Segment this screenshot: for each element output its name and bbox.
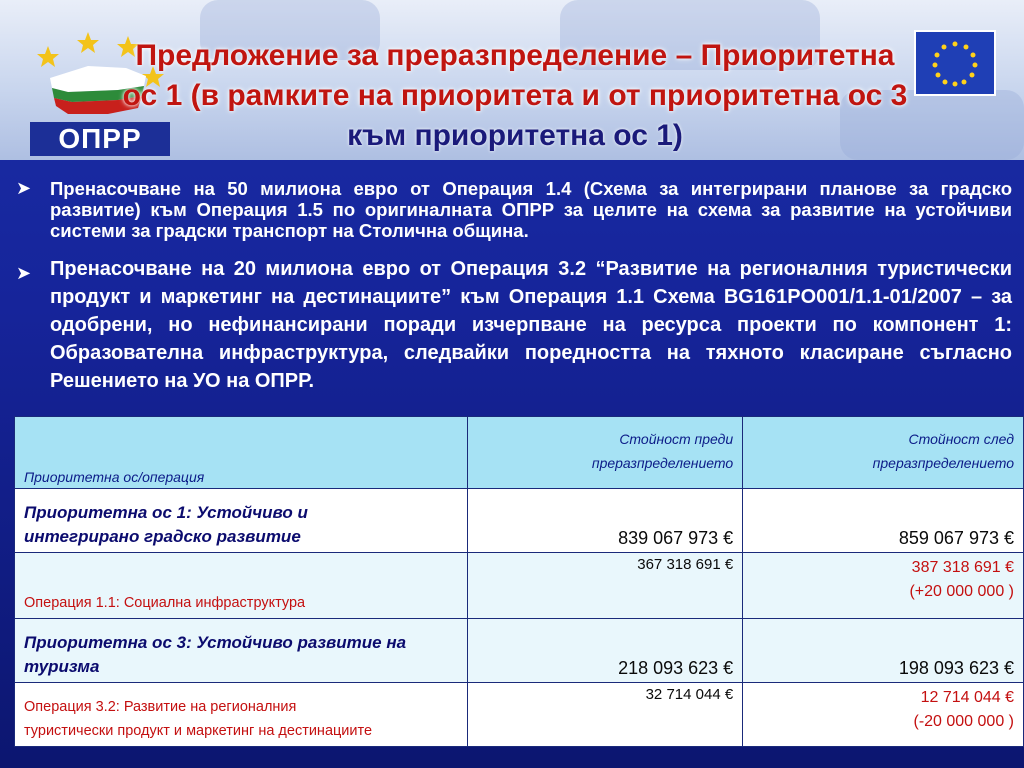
header-text: преразпределението <box>591 455 734 471</box>
bullet-list <box>14 178 1012 395</box>
arrow-bullet-icon: ➤ <box>16 263 32 283</box>
value-after: 387 318 691 € (+20 000 000 ) <box>743 553 1024 619</box>
arrow-bullet-icon: ➤ <box>16 178 32 198</box>
header-cell-axis: Приоритетна ос/операция <box>15 417 468 489</box>
header-text: Стойност преди <box>619 431 734 447</box>
value-after: 12 714 044 € (-20 000 000 ) <box>743 683 1024 747</box>
table-row <box>15 619 1024 683</box>
header-text: преразпределението <box>872 455 1014 471</box>
table-row <box>15 489 1024 553</box>
value-before: 218 093 623 € <box>468 619 743 683</box>
bullet-text: Пренасочване на 20 милиона евро от Операция 3.2 “Развитие на регионалния туристически продукт и маркетинг на дестинациите” към Операция 1.1 Схема BG161PO001/1.1-01/2007 – за одобрени, но нефинансирани поради изчерпване на ресурса проекти по компонент 1: Образователна инфраструктура, следвайки поредността на тяхното класиране съгласно Решението на УО на ОПРР. <box>50 258 1012 392</box>
header-cell-before <box>468 417 743 489</box>
title-line: ос 1 (в рамките на приоритета и от приоритетна ос 3 <box>122 79 908 112</box>
value-before: 839 067 973 € <box>468 489 743 553</box>
row-label: Операция 3.2: Развитие на регионалния туристически продукт и маркетинг на дестинациите <box>15 683 468 747</box>
table-header-row <box>15 417 1024 489</box>
value-after: 859 067 973 € <box>743 489 1024 553</box>
header-text: Стойност след <box>908 431 1014 447</box>
header-cell-after <box>743 417 1024 489</box>
row-label: Операция 1.1: Социална инфраструктура <box>15 553 468 619</box>
reallocation-table <box>14 416 1024 747</box>
value-before: 367 318 691 € <box>468 553 743 619</box>
bullet-text: Пренасочване на 50 милиона евро от Операция 1.4 (Схема за интегрирани планове за градско развитие) към Операция 1.5 по оригиналната ОПРР за целите на схема за развитие на устойчиви системи за градски транспорт на Столична община. <box>50 178 1012 241</box>
row-label: Приоритетна ос 1: Устойчиво и интегрирано градско развитие <box>15 489 468 553</box>
bullet-item <box>14 255 1012 395</box>
value-after: 198 093 623 € <box>743 619 1024 683</box>
bullet-item <box>14 178 1012 241</box>
logo-text: ОПРР <box>30 122 170 156</box>
slide-header <box>0 0 1024 160</box>
table-row <box>15 553 1024 619</box>
table-row <box>15 683 1024 747</box>
value-before: 32 714 044 € <box>468 683 743 747</box>
slide-title <box>60 36 970 156</box>
title-line: Предложение за преразпределение – Приоритетна <box>135 39 895 72</box>
row-label: Приоритетна ос 3: Устойчиво развитие на туризма <box>15 619 468 683</box>
title-line: към приоритетна ос 1) <box>347 119 683 152</box>
